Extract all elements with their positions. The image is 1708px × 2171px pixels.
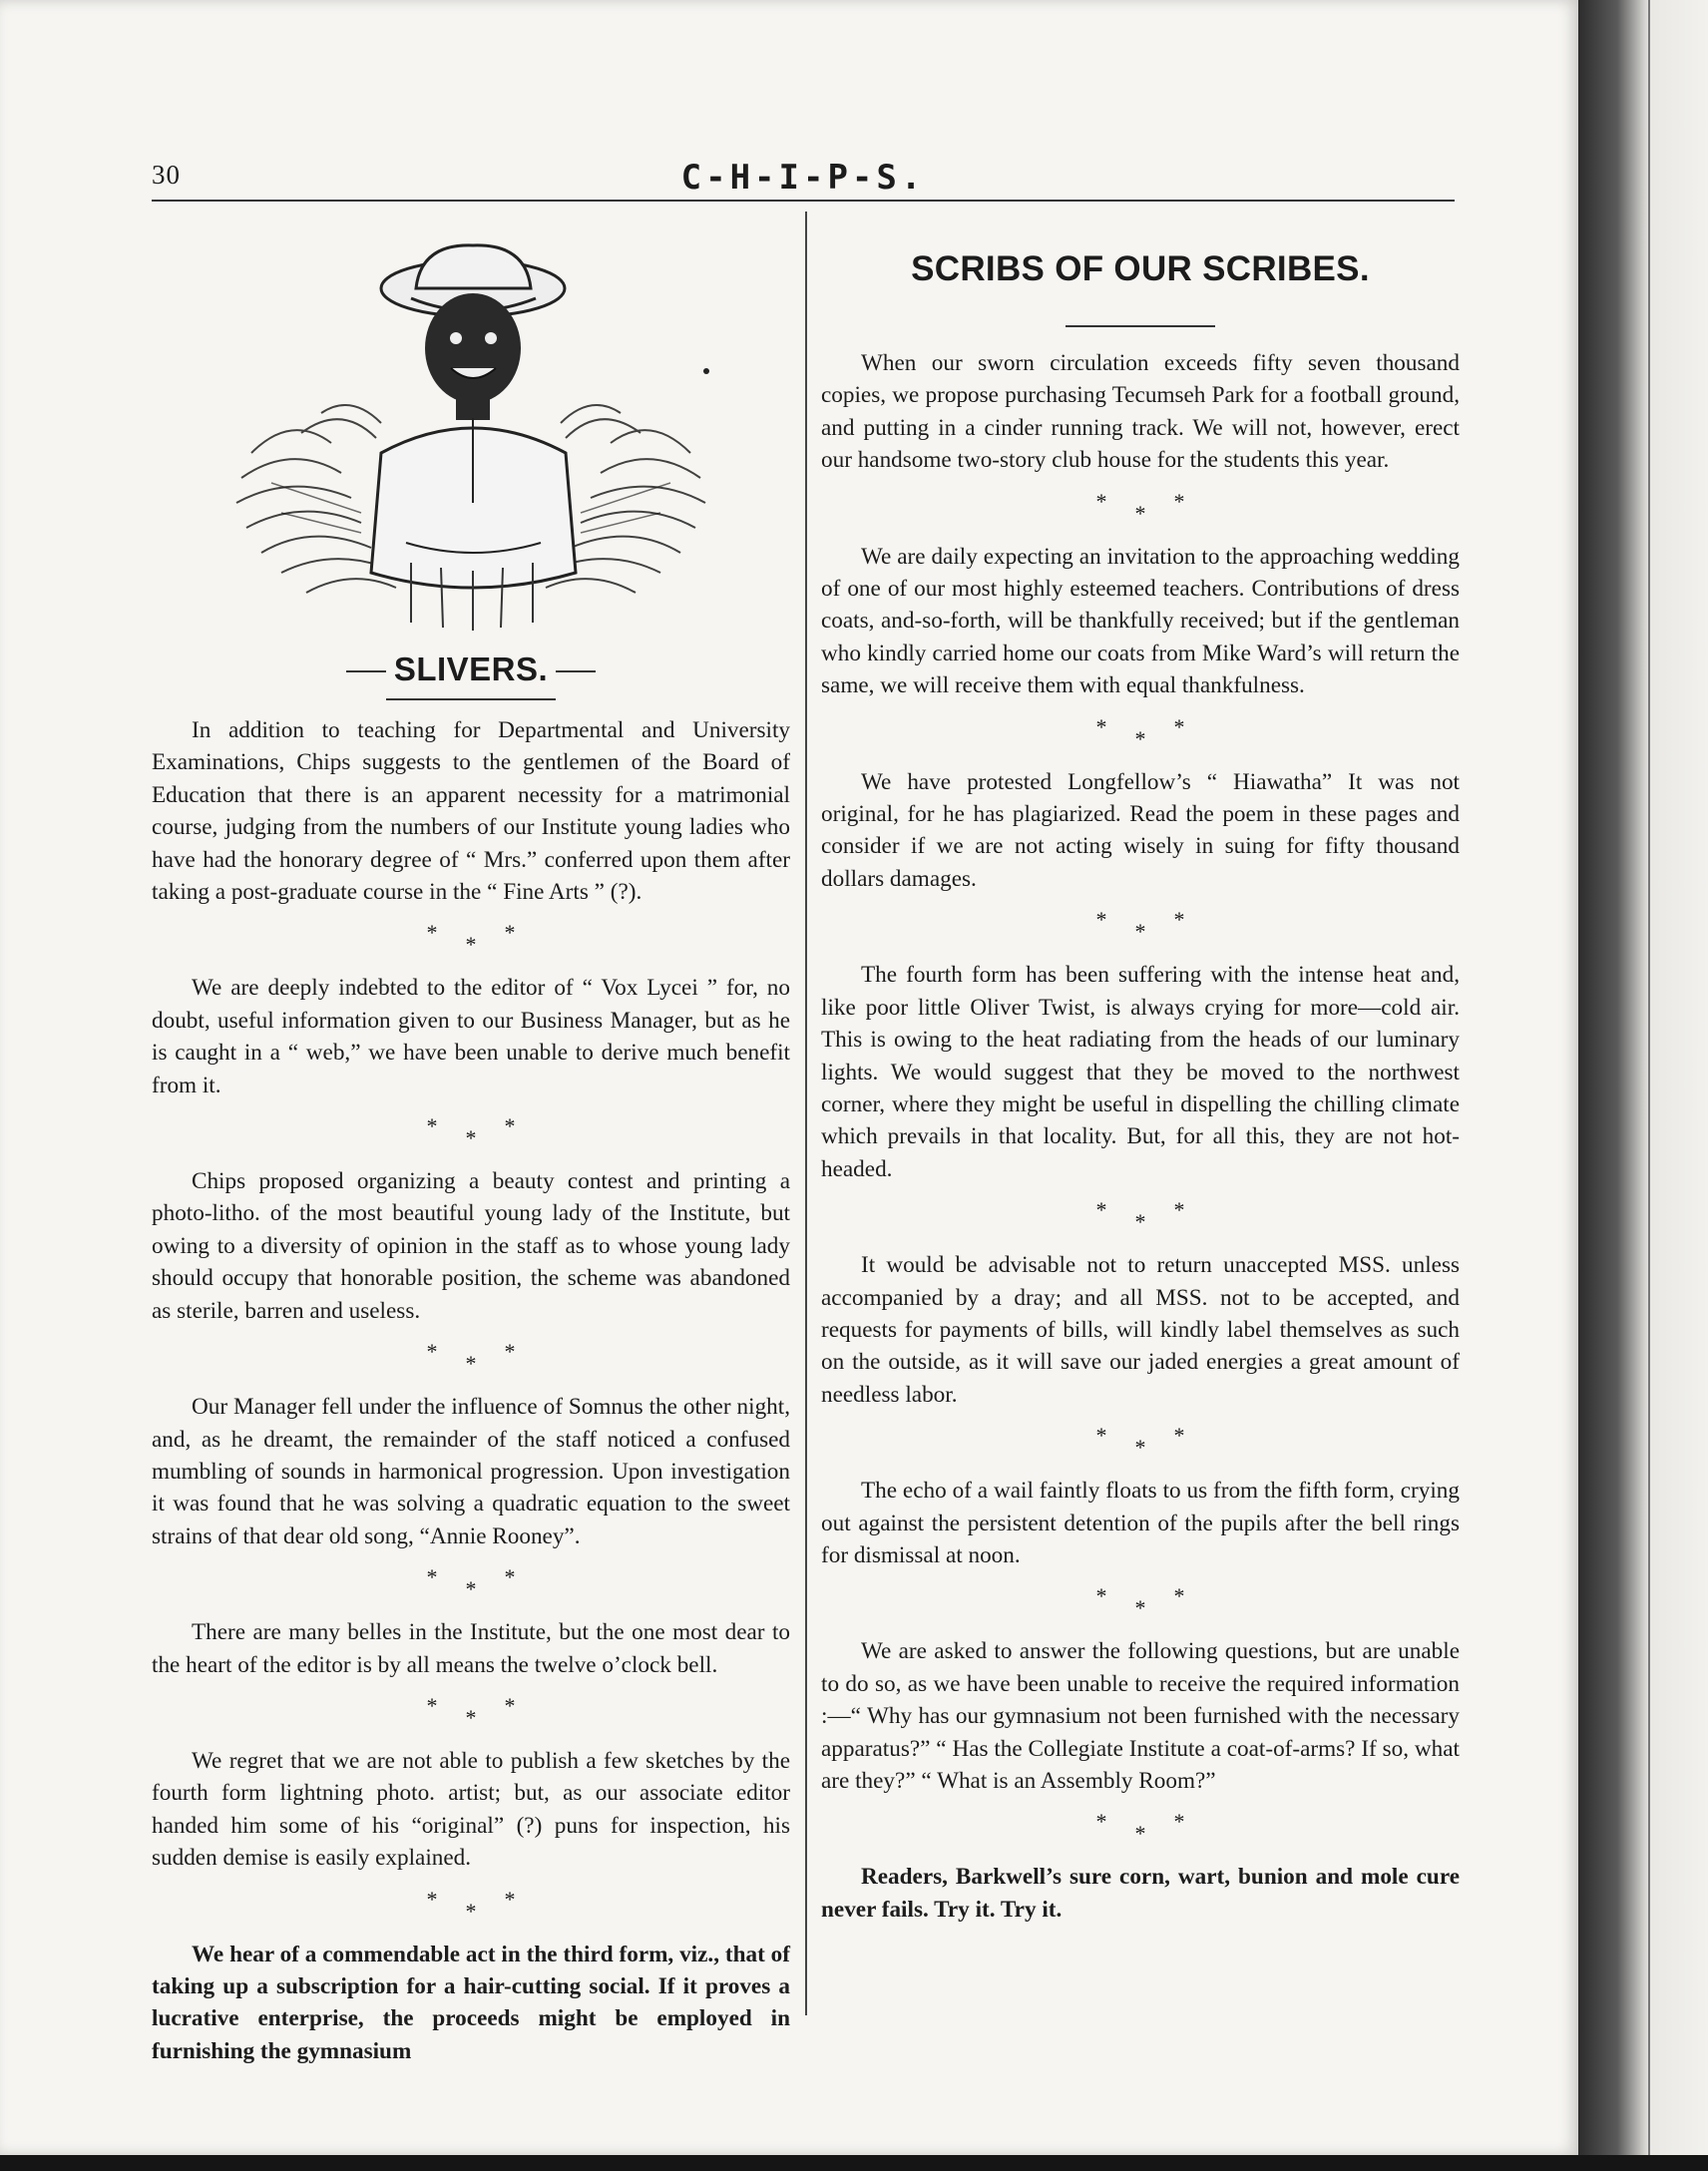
scan-bottom-edge bbox=[0, 2155, 1708, 2171]
star-separator: *** bbox=[1095, 488, 1213, 526]
sliver-paragraph: There are many belles in the Institute, but the one most dear to the heart of the editor is by all means the twelve o’clock bell. bbox=[152, 1619, 790, 1678]
star-separator: *** bbox=[1095, 907, 1213, 945]
star-separator: *** bbox=[1095, 713, 1213, 751]
scribs-paragraph: It would be advisable not to return unaccepted MSS. unless accompanied by a dray; and all MSS. not to be accepted, and requests for payments of bills, will kindly label themselves as such on the outside, as it will save our jaded energies a great amount of needless labor. bbox=[821, 1252, 1460, 1408]
heading-rule bbox=[1066, 325, 1215, 327]
slivers-heading: SLIVERS. bbox=[152, 651, 790, 688]
book-spine bbox=[1578, 0, 1708, 2171]
star-separator: *** bbox=[426, 920, 544, 958]
star-separator: *** bbox=[426, 1564, 544, 1602]
page-number: 30 bbox=[152, 160, 181, 190]
page-header bbox=[152, 158, 1455, 202]
scribs-paragraph: We are asked to answer the following questions, but are unable to do so, as we have been unable to receive the required information :—“ Why has our gymnasium not been furnished with the necessary apparatus?” “ Has the Collegiate Institute a coat-of-arms? If so, what are they?” “ What is an Assembly Room?” bbox=[821, 1638, 1460, 1794]
sliver-paragraph: We are deeply indebted to the editor of “ Vox Lycei ” for, no doubt, useful information given to our Business Manager, but as he is caught in a “ web,” we have been unable to derive much benefit from it. bbox=[152, 975, 790, 1098]
sliver-paragraph: Our Manager fell under the influence of Somnus the other night, and, as he dreamt, the remainder of the staff noticed a confused mumbling of sounds in harmonical progression. Upon investigation it was found that he was solving a quadratic equation to the sweet strains of that dear old song, “Annie Rooney”. bbox=[152, 1394, 790, 1549]
left-column bbox=[152, 229, 790, 2067]
scribs-paragraph: When our sworn circulation exceeds fifty seven thousand copies, we propose purchasing Tecumseh Park for a football ground, and putting in a cinder running track. We will not, however, erect our handsome two-story club house for the students this year. bbox=[821, 350, 1460, 474]
star-separator: *** bbox=[426, 1886, 544, 1924]
scribs-paragraph: We have protested Longfellow’s “ Hiawatha” It was not original, for he has plagiarized. Read the poem in these pages and consider if we are not acting wisely in suing for fifty thousand dollars damages. bbox=[821, 768, 1460, 892]
sliver-paragraph: We regret that we are not able to publish a few sketches by the fourth form lightning photo. artist; but, as our associate editor handed him some of his “original” (?) puns for inspection, his sudden demise is easily explained. bbox=[152, 1747, 790, 1872]
star-separator: *** bbox=[1095, 1423, 1213, 1461]
running-title: C-H-I-P-S. bbox=[680, 158, 926, 198]
boy-portrait-illustration-icon bbox=[212, 243, 730, 633]
heading-rule bbox=[386, 698, 556, 700]
star-separator: *** bbox=[1095, 1809, 1213, 1847]
scribs-paragraph: The fourth form has been suffering with the intense heat and, like poor little Oliver Twist, is always crying for more—cold air. This is owing to the heat radiating from the heads of our luminary lights. We would suggest that they be moved to the northwest corner, where they might be useful in dispelling the chilling climate which prevails in that locality. But, for all this, they are not hot-headed. bbox=[821, 962, 1460, 1182]
sliver-paragraph: Chips proposed organizing a beauty contest and printing a photo-litho. of the most beautiful young lady of the Institute, but owing to a diversity of opinion in the staff as to whose young lady should occupy that honorable position, the scheme was abandoned as sterile, barren and useless. bbox=[152, 1168, 790, 1324]
star-separator: *** bbox=[426, 1339, 544, 1377]
scribs-paragraph: We are daily expecting an invitation to the approaching wedding of one of our most highly esteemed teachers. Contributions of dress coats, and-so-forth, will be thankfully received; but if the gentleman who kindly carried home our coats from Mike Ward’s will return the same, we will receive them with equal thankfulness. bbox=[821, 543, 1460, 699]
star-separator: *** bbox=[426, 1113, 544, 1151]
sliver-paragraph: In addition to teaching for Departmental and University Examinations, Chips suggests to the gentlemen of the Board of Education that there is an apparent necessity for a matrimonial course, judging from the numbers of our Institute young ladies who have had the honorary degree of “ Mrs.” conferred upon them after taking a post-graduate course in the “ Fine Arts ” (?). bbox=[152, 717, 790, 906]
scribs-heading: SCRIBS OF OUR SCRIBES. bbox=[911, 249, 1370, 288]
header-rule bbox=[152, 200, 1455, 202]
star-separator: *** bbox=[426, 1692, 544, 1730]
scribs-paragraph: The echo of a wail faintly floats to us from the fifth form, crying out against the persistent detention of the pupils after the bell rings for dismissal at noon. bbox=[821, 1478, 1460, 1568]
star-separator: *** bbox=[1095, 1583, 1213, 1621]
right-column bbox=[821, 229, 1460, 1926]
scribs-paragraph: Readers, Barkwell’s sure corn, wart, bunion and mole cure never fails. Try it. Try it. bbox=[821, 1864, 1460, 1923]
star-separator: *** bbox=[1095, 1197, 1213, 1235]
column-divider bbox=[805, 212, 807, 2015]
sliver-paragraph: We hear of a commendable act in the third form, viz., that of taking up a subscription for a hair-cutting social. If it proves a lucrative enterprise, the proceeds might be employed in furnishing the gymnasium bbox=[152, 1941, 790, 2064]
